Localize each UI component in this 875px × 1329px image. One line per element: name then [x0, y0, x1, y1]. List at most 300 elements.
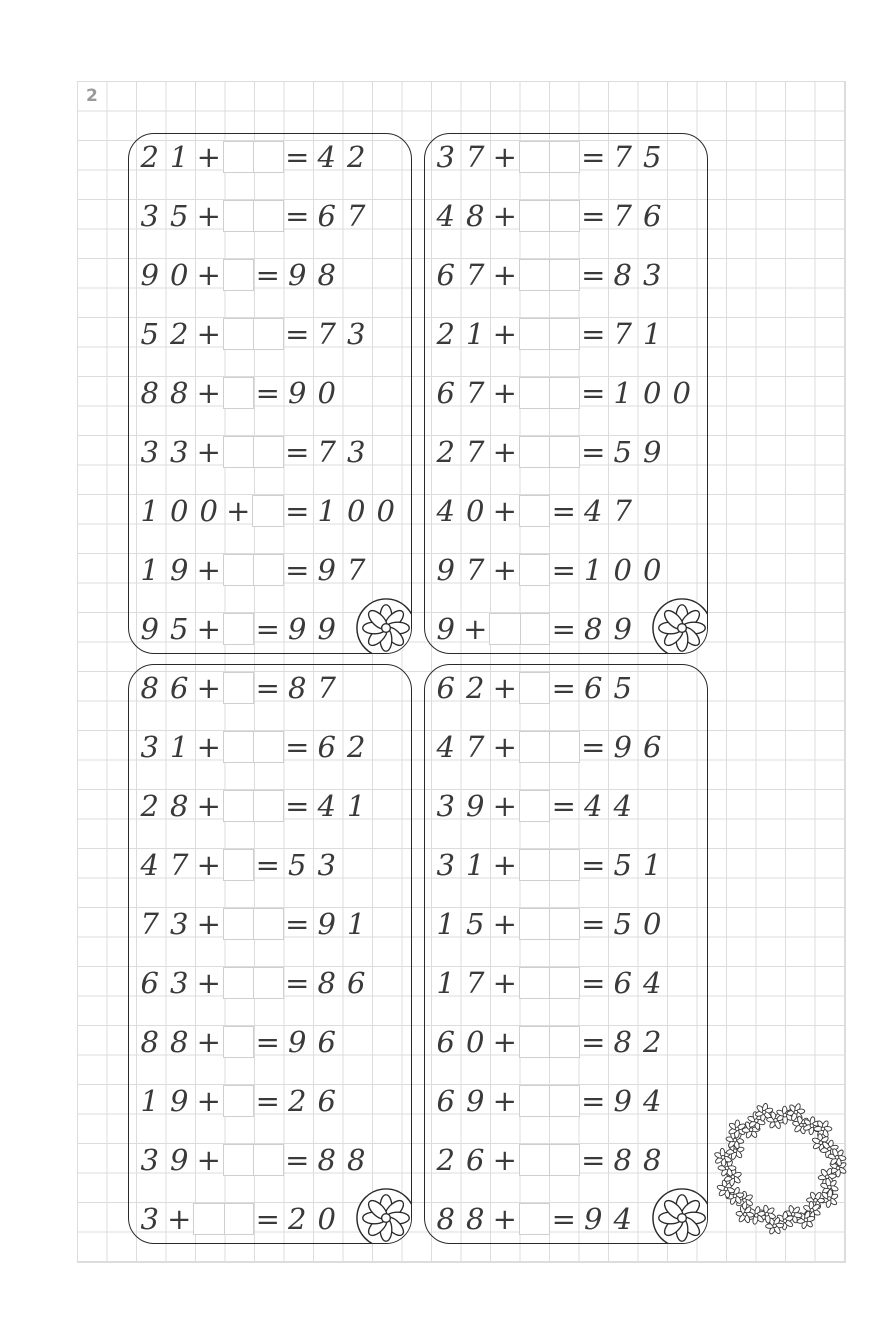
addend-digit: 7	[170, 848, 189, 882]
plus-sign: +	[196, 1084, 221, 1118]
addend-digit: 8	[466, 199, 485, 233]
addend-digit: 1	[140, 494, 159, 528]
answer-box[interactable]	[223, 731, 284, 763]
answer-box[interactable]	[223, 1144, 284, 1176]
addend-digit: 6	[436, 1025, 455, 1059]
sum-digit: 6	[317, 199, 336, 233]
sum-digit: 3	[643, 258, 662, 292]
answer-box[interactable]	[519, 495, 551, 527]
sum-digit: 3	[317, 848, 336, 882]
equals-sign: =	[285, 140, 310, 174]
sum-digit: 0	[317, 376, 336, 410]
answer-box[interactable]	[519, 1085, 580, 1117]
equation-row	[129, 786, 411, 826]
addend-digit: 2	[436, 1143, 455, 1177]
addend-digit: 1	[140, 1084, 159, 1118]
addend-digit: 9	[170, 1084, 189, 1118]
plus-sign: +	[196, 789, 221, 823]
addend-digit: 4	[140, 848, 159, 882]
equation-row	[129, 1022, 411, 1062]
sum-digit: 1	[347, 907, 366, 941]
equals-sign: =	[551, 1202, 576, 1236]
addend-digit: 3	[170, 435, 189, 469]
plus-sign: +	[492, 1025, 517, 1059]
sum-digit: 9	[288, 376, 307, 410]
answer-box[interactable]	[223, 1026, 255, 1058]
equation-row	[425, 1081, 707, 1121]
flower-icon	[355, 597, 412, 654]
addend-digit: 9	[436, 612, 455, 646]
equals-sign: =	[551, 671, 576, 705]
answer-box[interactable]	[519, 377, 580, 409]
equals-sign: =	[285, 199, 310, 233]
plus-sign: +	[196, 258, 221, 292]
addend-digit: 9	[140, 258, 159, 292]
addend-digit: 1	[466, 848, 485, 882]
equation-row	[129, 491, 411, 531]
answer-box[interactable]	[223, 672, 255, 704]
addend-digit: 2	[140, 789, 159, 823]
addend-digit: 2	[140, 140, 159, 174]
plus-sign: +	[492, 1143, 517, 1177]
equation-row	[425, 904, 707, 944]
answer-box[interactable]	[223, 259, 255, 291]
equation-row	[425, 1022, 707, 1062]
sum-digit: 6	[584, 671, 603, 705]
equals-sign: =	[255, 612, 280, 646]
equation-row	[425, 668, 707, 708]
addend-digit: 1	[140, 553, 159, 587]
answer-box[interactable]	[223, 790, 284, 822]
equals-sign: =	[581, 1143, 606, 1177]
equals-sign: =	[255, 671, 280, 705]
sum-digit: 9	[317, 553, 336, 587]
addend-digit: 2	[466, 671, 485, 705]
answer-box[interactable]	[519, 259, 580, 291]
equals-sign: =	[551, 612, 576, 646]
sum-digit: 0	[643, 907, 662, 941]
addend-digit: 1	[170, 140, 189, 174]
equals-sign: =	[581, 199, 606, 233]
addend-digit: 1	[170, 730, 189, 764]
addend-digit: 7	[466, 435, 485, 469]
addend-digit: 4	[436, 730, 455, 764]
sum-digit: 1	[584, 553, 603, 587]
sum-digit: 5	[613, 671, 632, 705]
page-number: 2	[86, 86, 98, 106]
equation-row	[425, 963, 707, 1003]
sum-digit: 4	[584, 789, 603, 823]
answer-box[interactable]	[519, 908, 580, 940]
addend-digit: 8	[140, 1025, 159, 1059]
plus-sign: +	[196, 435, 221, 469]
plus-sign: +	[492, 553, 517, 587]
equation-row	[425, 1140, 707, 1180]
addend-digit: 9	[436, 553, 455, 587]
addend-digit: 0	[466, 1025, 485, 1059]
equals-sign: =	[285, 553, 310, 587]
answer-box[interactable]	[519, 200, 580, 232]
answer-box[interactable]	[223, 318, 284, 350]
addend-digit: 5	[170, 612, 189, 646]
equals-sign: =	[581, 907, 606, 941]
addend-digit: 3	[140, 1143, 159, 1177]
equals-sign: =	[581, 140, 606, 174]
sum-digit: 2	[643, 1025, 662, 1059]
addend-digit: 3	[140, 199, 159, 233]
equals-sign: =	[285, 907, 310, 941]
exercise-card-1	[128, 133, 412, 654]
sum-digit: 0	[317, 1202, 336, 1236]
sum-digit: 0	[376, 494, 395, 528]
answer-box[interactable]	[519, 967, 580, 999]
addend-digit: 6	[466, 1143, 485, 1177]
answer-box[interactable]	[223, 849, 255, 881]
plus-sign: +	[492, 494, 517, 528]
addend-digit: 7	[466, 730, 485, 764]
addend-digit: 3	[436, 848, 455, 882]
plus-sign: +	[463, 612, 488, 646]
sum-digit: 8	[643, 1143, 662, 1177]
answer-box[interactable]	[519, 849, 580, 881]
exercise-card-4	[424, 664, 708, 1244]
addend-digit: 1	[436, 966, 455, 1000]
sum-digit: 7	[317, 435, 336, 469]
plus-sign: +	[492, 140, 517, 174]
equation-row	[129, 963, 411, 1003]
sum-digit: 8	[347, 1143, 366, 1177]
addend-digit: 9	[170, 1143, 189, 1177]
answer-box[interactable]	[519, 731, 580, 763]
sum-digit: 1	[347, 789, 366, 823]
addend-digit: 8	[436, 1202, 455, 1236]
equals-sign: =	[581, 258, 606, 292]
sum-digit: 9	[317, 907, 336, 941]
sum-digit: 7	[613, 199, 632, 233]
addend-digit: 9	[170, 553, 189, 587]
addend-digit: 3	[140, 1202, 159, 1236]
equation-row	[129, 196, 411, 236]
equals-sign: =	[581, 848, 606, 882]
equals-sign: =	[285, 730, 310, 764]
plus-sign: +	[492, 1084, 517, 1118]
sum-digit: 6	[317, 730, 336, 764]
sum-digit: 8	[613, 258, 632, 292]
equation-row	[129, 1081, 411, 1121]
equals-sign: =	[581, 435, 606, 469]
equation-row	[129, 373, 411, 413]
plus-sign: +	[492, 258, 517, 292]
equals-sign: =	[255, 848, 280, 882]
sum-digit: 9	[613, 730, 632, 764]
answer-box[interactable]	[519, 141, 580, 173]
answer-box[interactable]	[223, 554, 284, 586]
plus-sign: +	[492, 848, 517, 882]
equals-sign: =	[551, 553, 576, 587]
plus-sign: +	[196, 612, 221, 646]
equals-sign: =	[255, 1084, 280, 1118]
sum-digit: 3	[347, 317, 366, 351]
equation-row	[425, 845, 707, 885]
equals-sign: =	[285, 494, 310, 528]
equation-row	[129, 845, 411, 885]
addend-digit: 1	[466, 317, 485, 351]
plus-sign: +	[226, 494, 251, 528]
equation-row	[129, 1140, 411, 1180]
equals-sign: =	[581, 376, 606, 410]
equals-sign: =	[255, 376, 280, 410]
equation-row	[425, 432, 707, 472]
answer-box[interactable]	[519, 436, 580, 468]
sum-digit: 2	[347, 140, 366, 174]
addend-digit: 4	[436, 199, 455, 233]
answer-box[interactable]	[519, 672, 551, 704]
sum-digit: 9	[613, 1084, 632, 1118]
sum-digit: 0	[347, 494, 366, 528]
equals-sign: =	[255, 1202, 280, 1236]
answer-box[interactable]	[223, 436, 284, 468]
sum-digit: 1	[643, 317, 662, 351]
sum-digit: 0	[613, 553, 632, 587]
sum-digit: 8	[613, 1143, 632, 1177]
sum-digit: 4	[317, 789, 336, 823]
addend-digit: 8	[140, 376, 159, 410]
addend-digit: 8	[140, 671, 159, 705]
sum-digit: 7	[317, 671, 336, 705]
equals-sign: =	[285, 966, 310, 1000]
equation-row	[129, 432, 411, 472]
sum-digit: 9	[584, 1202, 603, 1236]
sum-digit: 4	[613, 789, 632, 823]
addend-digit: 0	[170, 494, 189, 528]
equation-row	[425, 196, 707, 236]
answer-box[interactable]	[223, 200, 284, 232]
sum-digit: 7	[317, 317, 336, 351]
sum-digit: 7	[613, 317, 632, 351]
sum-digit: 5	[643, 140, 662, 174]
equation-row	[425, 550, 707, 590]
sum-digit: 6	[317, 1084, 336, 1118]
sum-digit: 6	[643, 730, 662, 764]
plus-sign: +	[196, 1143, 221, 1177]
plus-sign: +	[196, 317, 221, 351]
answer-box[interactable]	[489, 613, 550, 645]
equation-row	[129, 668, 411, 708]
addend-digit: 3	[436, 789, 455, 823]
plus-sign: +	[492, 730, 517, 764]
addend-digit: 6	[140, 966, 159, 1000]
equals-sign: =	[551, 789, 576, 823]
answer-box[interactable]	[519, 554, 551, 586]
sum-digit: 8	[317, 1143, 336, 1177]
equation-row	[425, 786, 707, 826]
addend-digit: 4	[436, 494, 455, 528]
addend-digit: 7	[466, 553, 485, 587]
answer-box[interactable]	[223, 377, 255, 409]
flower-icon	[651, 1187, 708, 1244]
equation-row	[425, 255, 707, 295]
addend-digit: 3	[170, 907, 189, 941]
addend-digit: 8	[170, 376, 189, 410]
plus-sign: +	[196, 966, 221, 1000]
sum-digit: 6	[347, 966, 366, 1000]
sum-digit: 8	[317, 966, 336, 1000]
addend-digit: 6	[436, 671, 455, 705]
equals-sign: =	[255, 258, 280, 292]
plus-sign: +	[196, 730, 221, 764]
equals-sign: =	[581, 1025, 606, 1059]
sum-digit: 4	[317, 140, 336, 174]
sum-digit: 0	[672, 376, 691, 410]
addend-digit: 6	[436, 376, 455, 410]
sum-digit: 8	[613, 1025, 632, 1059]
sum-digit: 1	[643, 848, 662, 882]
flower-wreath-decoration	[712, 1100, 848, 1236]
sum-digit: 9	[288, 1025, 307, 1059]
sum-digit: 7	[613, 494, 632, 528]
sum-digit: 4	[643, 966, 662, 1000]
equation-row	[425, 727, 707, 767]
plus-sign: +	[196, 671, 221, 705]
answer-box[interactable]	[519, 1026, 580, 1058]
sum-digit: 7	[613, 140, 632, 174]
addend-digit: 1	[436, 907, 455, 941]
addend-digit: 7	[466, 140, 485, 174]
sum-digit: 7	[347, 553, 366, 587]
sum-digit: 4	[613, 1202, 632, 1236]
addend-digit: 9	[140, 612, 159, 646]
answer-box[interactable]	[519, 318, 580, 350]
equals-sign: =	[285, 1143, 310, 1177]
sum-digit: 8	[584, 612, 603, 646]
answer-box[interactable]	[252, 495, 284, 527]
exercise-card-3	[128, 664, 412, 1244]
equation-row	[425, 314, 707, 354]
equals-sign: =	[581, 730, 606, 764]
addend-digit: 8	[466, 1202, 485, 1236]
answer-box[interactable]	[223, 908, 284, 940]
plus-sign: +	[492, 435, 517, 469]
equals-sign: =	[255, 1025, 280, 1059]
plus-sign: +	[492, 317, 517, 351]
addend-digit: 3	[170, 966, 189, 1000]
plus-sign: +	[196, 907, 221, 941]
sum-digit: 4	[643, 1084, 662, 1118]
flower-icon	[651, 597, 708, 654]
addend-digit: 3	[436, 140, 455, 174]
sum-digit: 5	[613, 848, 632, 882]
sum-digit: 9	[288, 612, 307, 646]
sum-digit: 0	[643, 376, 662, 410]
addend-digit: 8	[170, 1025, 189, 1059]
plus-sign: +	[492, 789, 517, 823]
equals-sign: =	[581, 1084, 606, 1118]
answer-box[interactable]	[519, 1203, 551, 1235]
sum-digit: 2	[288, 1202, 307, 1236]
addend-digit: 6	[170, 671, 189, 705]
addend-digit: 5	[466, 907, 485, 941]
plus-sign: +	[167, 1202, 192, 1236]
addend-digit: 6	[436, 258, 455, 292]
plus-sign: +	[492, 671, 517, 705]
addend-digit: 0	[170, 258, 189, 292]
sum-digit: 7	[347, 199, 366, 233]
sum-digit: 9	[288, 258, 307, 292]
sum-digit: 3	[347, 435, 366, 469]
plus-sign: +	[492, 1202, 517, 1236]
sum-digit: 1	[317, 494, 336, 528]
equals-sign: =	[551, 494, 576, 528]
addend-digit: 0	[199, 494, 218, 528]
answer-box[interactable]	[223, 613, 255, 645]
equation-row	[425, 373, 707, 413]
sum-digit: 9	[317, 612, 336, 646]
sum-digit: 6	[317, 1025, 336, 1059]
sum-digit: 9	[613, 612, 632, 646]
plus-sign: +	[196, 140, 221, 174]
answer-box[interactable]	[519, 1144, 580, 1176]
equation-row	[129, 314, 411, 354]
addend-digit: 0	[466, 494, 485, 528]
plus-sign: +	[492, 966, 517, 1000]
addend-digit: 5	[170, 199, 189, 233]
addend-digit: 6	[436, 1084, 455, 1118]
equation-row	[129, 550, 411, 590]
addend-digit: 7	[466, 966, 485, 1000]
plus-sign: +	[492, 199, 517, 233]
addend-digit: 9	[466, 789, 485, 823]
answer-box[interactable]	[223, 1085, 255, 1117]
sum-digit: 8	[288, 671, 307, 705]
sum-digit: 8	[317, 258, 336, 292]
addend-digit: 9	[466, 1084, 485, 1118]
equals-sign: =	[285, 789, 310, 823]
equation-row	[129, 137, 411, 177]
answer-box[interactable]	[223, 967, 284, 999]
equation-row	[425, 491, 707, 531]
exercise-card-2	[424, 133, 708, 654]
addend-digit: 7	[140, 907, 159, 941]
sum-digit: 2	[288, 1084, 307, 1118]
sum-digit: 5	[288, 848, 307, 882]
equation-row	[129, 727, 411, 767]
equals-sign: =	[581, 317, 606, 351]
sum-digit: 1	[613, 376, 632, 410]
answer-box[interactable]	[519, 790, 551, 822]
addend-digit: 2	[436, 435, 455, 469]
addend-digit: 2	[436, 317, 455, 351]
addend-digit: 2	[170, 317, 189, 351]
answer-box[interactable]	[193, 1203, 254, 1235]
sum-digit: 5	[613, 435, 632, 469]
addend-digit: 7	[466, 376, 485, 410]
equation-row	[129, 255, 411, 295]
equals-sign: =	[581, 966, 606, 1000]
plus-sign: +	[196, 199, 221, 233]
sum-digit: 6	[643, 199, 662, 233]
plus-sign: +	[196, 848, 221, 882]
addend-digit: 7	[466, 258, 485, 292]
addend-digit: 3	[140, 435, 159, 469]
plus-sign: +	[492, 376, 517, 410]
sum-digit: 2	[347, 730, 366, 764]
plus-sign: +	[196, 376, 221, 410]
sum-digit: 5	[613, 907, 632, 941]
answer-box[interactable]	[223, 141, 284, 173]
sum-digit: 9	[643, 435, 662, 469]
addend-digit: 3	[140, 730, 159, 764]
equals-sign: =	[285, 317, 310, 351]
